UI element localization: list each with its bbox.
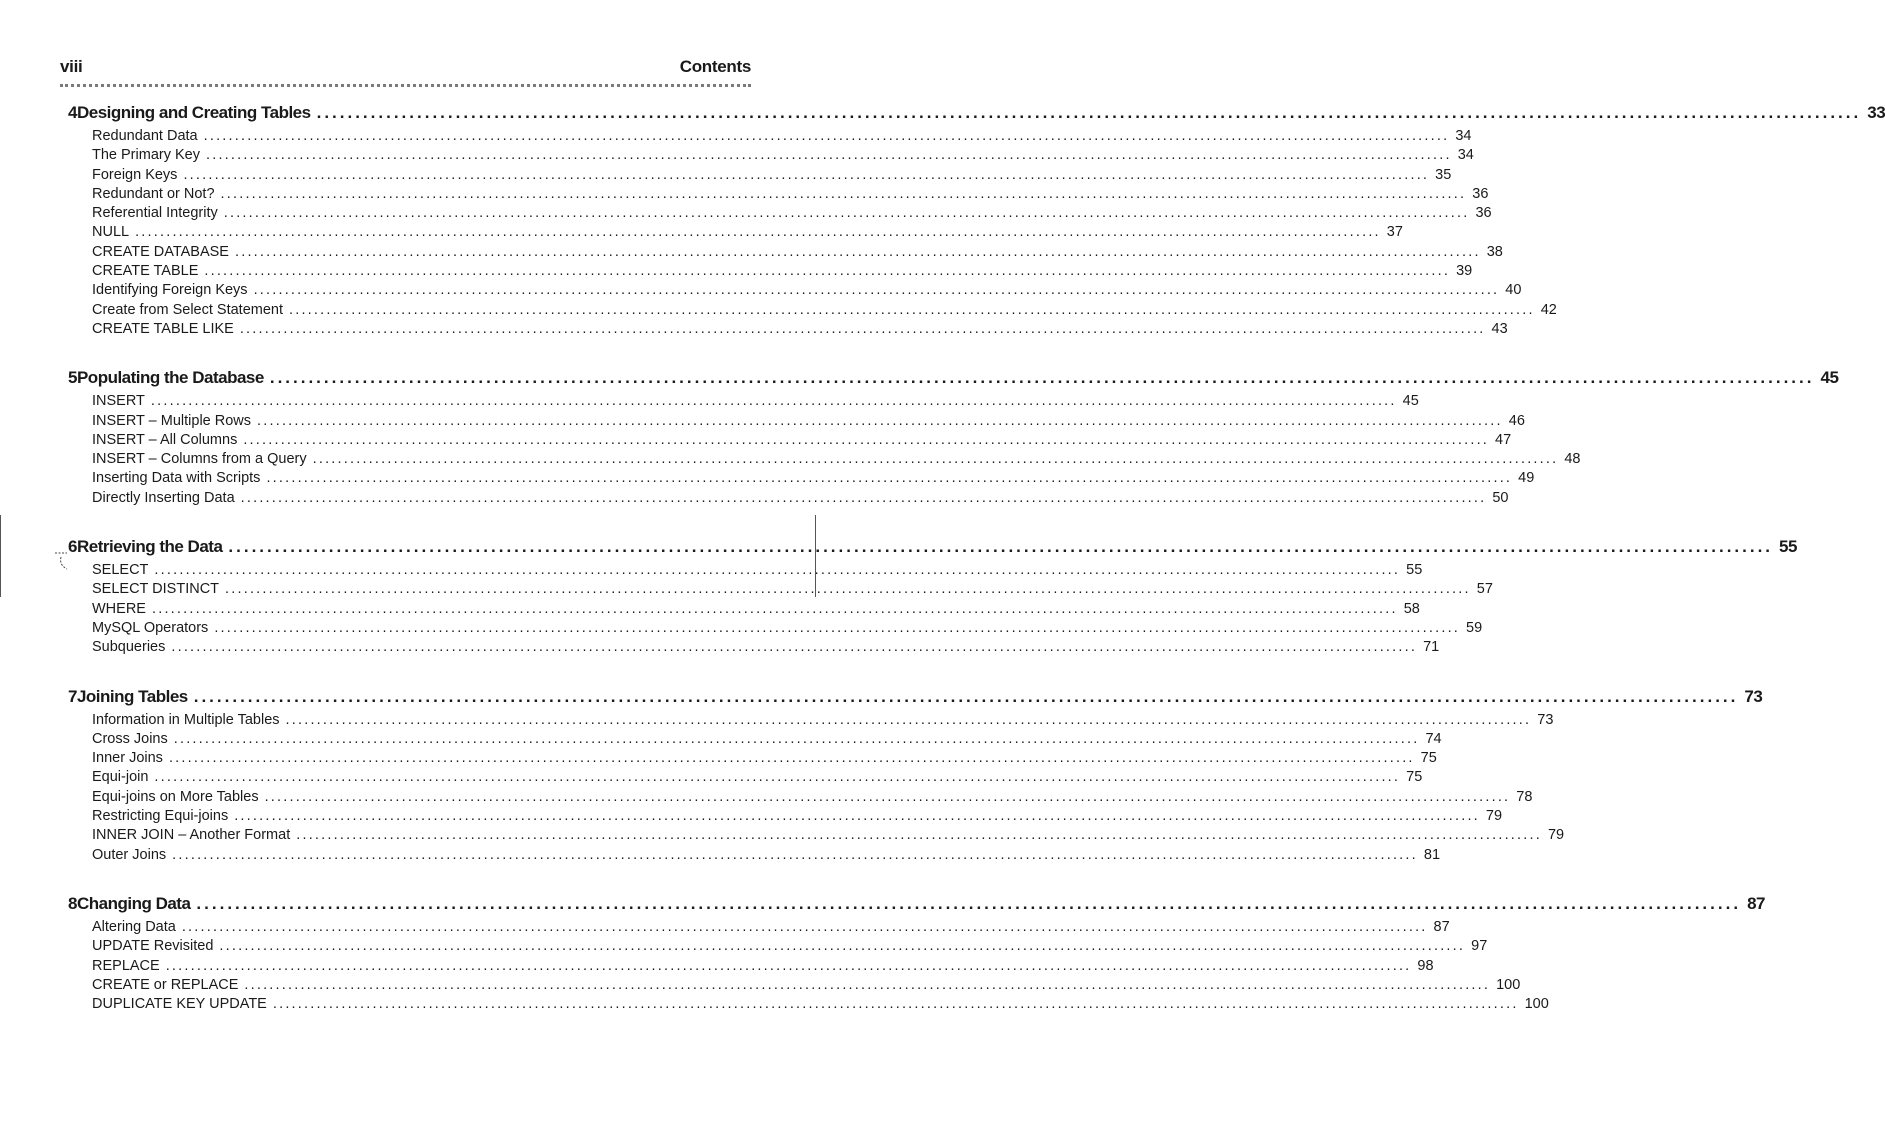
chapter-page: 33 xyxy=(1867,103,1885,122)
dot-leader: ........................................................................................................................................................................................................ xyxy=(240,489,1487,506)
dot-leader: ........................................................................................................................................................................................................ xyxy=(196,893,1742,913)
left-margin-mark xyxy=(0,515,1,597)
dot-leader: ........................................................................................................................................................................................................ xyxy=(289,301,1535,318)
section-entry[interactable] xyxy=(60,996,1549,1015)
section-entry[interactable] xyxy=(60,393,1419,412)
section-title: CREATE TABLE xyxy=(92,263,199,280)
section-page: 36 xyxy=(1472,185,1489,202)
dot-leader: ........................................................................................................................................................................................................ xyxy=(171,639,1418,656)
section-page: 50 xyxy=(1492,489,1509,506)
dot-leader: ........................................................................................................................................................................................................ xyxy=(204,263,1451,280)
section-page: 34 xyxy=(1457,147,1474,164)
dot-leader: ........................................................................................................................................................................................................ xyxy=(244,976,1491,993)
section-entry[interactable] xyxy=(60,412,1525,432)
section-title: SELECT xyxy=(92,562,149,579)
dot-leader: ........................................................................................................................................................................................................ xyxy=(243,431,1490,448)
section-page: 81 xyxy=(1423,846,1441,863)
section-entry[interactable] xyxy=(60,128,1472,147)
section-entry[interactable] xyxy=(60,957,1434,977)
header-rule xyxy=(60,84,751,87)
toc-chapter xyxy=(60,103,1885,340)
section-entry[interactable] xyxy=(60,147,1474,166)
section-page: 42 xyxy=(1540,301,1557,318)
section-page: 57 xyxy=(1476,581,1493,598)
section-title: Equi-joins on More Tables xyxy=(92,788,259,805)
toc-chapter xyxy=(60,686,1763,866)
section-title: NULL xyxy=(92,224,130,241)
section-page: 73 xyxy=(1537,711,1554,728)
chapter-entry[interactable] xyxy=(60,537,1797,559)
section-title: Referential Integrity xyxy=(92,205,218,222)
toc-chapter xyxy=(60,893,1765,1015)
section-page: 38 xyxy=(1486,243,1503,260)
chapter-title: Designing and Creating Tables xyxy=(76,103,311,122)
dot-leader: ........................................................................................................................................................................................................ xyxy=(266,470,1513,487)
dot-leader: ........................................................................................................................................................................................................ xyxy=(223,205,1470,222)
dot-leader: ........................................................................................................................................................................................................ xyxy=(239,320,1486,337)
section-entry[interactable] xyxy=(60,600,1420,620)
dot-leader: ........................................................................................................................................................................................................ xyxy=(172,846,1418,863)
chapter-number: 7 xyxy=(68,686,77,706)
section-entry[interactable] xyxy=(60,489,1509,509)
section-page: 87 xyxy=(1433,918,1450,935)
section-page: 71 xyxy=(1423,639,1440,656)
dot-leader: ........................................................................................................................................................................................................ xyxy=(234,808,1480,825)
section-entry[interactable] xyxy=(60,976,1521,996)
section-entry[interactable] xyxy=(60,224,1403,243)
section-title: INSERT – Multiple Rows xyxy=(92,412,252,429)
section-title: INNER JOIN – Another Format xyxy=(92,827,291,844)
section-title: WHERE xyxy=(92,600,146,617)
chapter-entry[interactable] xyxy=(60,686,1763,709)
dot-leader: ........................................................................................................................................................................................................ xyxy=(150,393,1397,410)
section-title: Equi-join xyxy=(92,769,149,786)
section-page: 79 xyxy=(1485,808,1503,825)
section-page: 100 xyxy=(1496,976,1521,993)
section-entry[interactable] xyxy=(60,750,1437,769)
section-page: 100 xyxy=(1524,996,1549,1013)
chapter-title: Populating the Database xyxy=(76,368,264,388)
section-title: DUPLICATE KEY UPDATE xyxy=(92,996,267,1013)
chapter-page: 73 xyxy=(1744,686,1763,706)
dot-leader: ........................................................................................................................................................................................................ xyxy=(193,686,1739,706)
section-entry[interactable] xyxy=(60,619,1483,639)
chapter-number: 4 xyxy=(68,103,77,122)
chapter-page: 45 xyxy=(1820,368,1839,388)
chapter-number: 8 xyxy=(68,893,77,913)
section-title: UPDATE Revisited xyxy=(92,938,214,955)
dot-leader: ........................................................................................................................................................................................................ xyxy=(269,368,1815,388)
chapter-number: 6 xyxy=(68,537,77,557)
section-entry[interactable] xyxy=(60,166,1452,186)
section-entry[interactable] xyxy=(60,301,1557,321)
dot-leader: ........................................................................................................................................................................................................ xyxy=(219,938,1466,955)
section-page: 74 xyxy=(1425,730,1442,747)
section-entry[interactable] xyxy=(60,431,1512,451)
section-entry[interactable] xyxy=(60,263,1473,282)
section-title: CREATE DATABASE xyxy=(92,243,229,260)
section-title: MySQL Operators xyxy=(92,619,209,636)
dot-leader: ........................................................................................................................................................................................................ xyxy=(181,918,1428,935)
table-of-contents xyxy=(60,103,1885,1043)
dot-leader: ........................................................................................................................................................................................................ xyxy=(257,412,1503,429)
dot-leader: ........................................................................................................................................................................................................ xyxy=(225,581,1471,598)
section-entry[interactable] xyxy=(60,938,1488,957)
section-page: 55 xyxy=(1406,562,1423,579)
section-page: 48 xyxy=(1564,451,1581,468)
section-title: Outer Joins xyxy=(92,846,167,863)
section-page: 36 xyxy=(1475,205,1492,222)
section-entry[interactable] xyxy=(60,470,1535,489)
section-title: Subqueries xyxy=(92,639,166,656)
section-title: CREATE or REPLACE xyxy=(92,976,239,993)
section-title: Identifying Foreign Keys xyxy=(92,282,248,299)
section-title: Altering Data xyxy=(92,918,176,935)
dot-leader: ........................................................................................................................................................................................................ xyxy=(154,562,1401,579)
section-title: INSERT – Columns from a Query xyxy=(92,451,307,468)
section-entry[interactable] xyxy=(60,918,1450,938)
section-page: 43 xyxy=(1491,320,1508,337)
chapter-entry[interactable] xyxy=(60,103,1885,125)
chapter-page: 55 xyxy=(1779,537,1797,557)
section-title: Directly Inserting Data xyxy=(92,489,235,506)
dot-leader: ........................................................................................................................................................................................................ xyxy=(151,600,1398,617)
section-page: 58 xyxy=(1403,600,1420,617)
section-page: 98 xyxy=(1417,957,1434,974)
section-page: 34 xyxy=(1455,128,1472,144)
section-title: Cross Joins xyxy=(92,730,168,747)
section-entry[interactable] xyxy=(60,451,1581,470)
section-title: CREATE TABLE LIKE xyxy=(92,320,234,337)
dot-leader: ........................................................................................................................................................................................................ xyxy=(285,711,1532,728)
dot-leader: ........................................................................................................................................................................................................ xyxy=(135,224,1381,241)
dot-leader: ........................................................................................................................................................................................................ xyxy=(173,730,1420,747)
section-page: 40 xyxy=(1505,282,1522,299)
dot-leader: ........................................................................................................................................................................................................ xyxy=(272,996,1519,1013)
dot-leader: ........................................................................................................................................................................................................ xyxy=(154,769,1401,786)
section-page: 46 xyxy=(1508,412,1525,429)
section-title: SELECT DISTINCT xyxy=(92,581,220,598)
chapter-title: Changing Data xyxy=(76,893,191,913)
section-page: 35 xyxy=(1435,166,1452,183)
section-entry[interactable] xyxy=(60,730,1442,750)
dot-leader: ........................................................................................................................................................................................................ xyxy=(165,957,1412,974)
section-title: Inserting Data with Scripts xyxy=(92,470,261,487)
section-title: The Primary Key xyxy=(92,147,200,164)
section-entry[interactable] xyxy=(60,711,1554,731)
section-entry[interactable] xyxy=(60,282,1522,301)
dot-leader: ........................................................................................................................................................................................................ xyxy=(234,243,1481,260)
section-title: Create from Select Statement xyxy=(92,301,283,318)
chapter-title: Retrieving the Data xyxy=(76,537,223,557)
dot-leader: ........................................................................................................................................................................................................ xyxy=(214,619,1461,636)
section-entry[interactable] xyxy=(60,205,1492,224)
section-page: 75 xyxy=(1420,750,1437,767)
dot-leader: ........................................................................................................................................................................................................ xyxy=(205,147,1452,164)
dot-leader: ........................................................................................................................................................................................................ xyxy=(312,451,1559,468)
section-entry[interactable] xyxy=(60,788,1533,808)
section-page: 39 xyxy=(1456,263,1473,280)
section-title: REPLACE xyxy=(92,957,160,974)
section-entry[interactable] xyxy=(60,827,1565,846)
section-title: Redundant Data xyxy=(92,128,198,144)
page-header xyxy=(60,57,751,81)
running-head-title: Contents xyxy=(679,57,751,76)
section-title: Foreign Keys xyxy=(92,166,178,183)
section-entry[interactable] xyxy=(60,769,1423,788)
section-page: 97 xyxy=(1471,938,1488,955)
section-title: Information in Multiple Tables xyxy=(92,711,280,728)
section-entry[interactable] xyxy=(60,243,1503,263)
section-title: Inner Joins xyxy=(92,750,163,767)
dot-leader: ........................................................................................................................................................................................................ xyxy=(183,166,1430,183)
dot-leader: ........................................................................................................................................................................................................ xyxy=(296,827,1542,844)
section-entry[interactable] xyxy=(60,320,1508,340)
toc-chapter xyxy=(60,368,1839,509)
dot-leader: ........................................................................................................................................................................................................ xyxy=(168,750,1415,767)
page-number-label: viii xyxy=(60,57,83,76)
section-title: INSERT xyxy=(92,393,145,410)
chapter-number: 5 xyxy=(68,368,77,388)
chapter-title: Joining Tables xyxy=(76,686,188,706)
section-page: 59 xyxy=(1466,619,1483,636)
section-title: Restricting Equi-joins xyxy=(92,808,229,825)
section-title: INSERT – All Columns xyxy=(92,431,238,448)
dot-leader: ........................................................................................................................................................................................................ xyxy=(253,282,1500,299)
toc-chapter xyxy=(60,537,1797,658)
section-page: 45 xyxy=(1402,393,1419,410)
dot-leader: ........................................................................................................................................................................................................ xyxy=(264,788,1511,805)
section-page: 37 xyxy=(1386,224,1403,241)
section-entry[interactable] xyxy=(60,846,1441,866)
section-entry[interactable] xyxy=(60,185,1489,205)
section-entry[interactable] xyxy=(60,808,1503,827)
chapter-entry[interactable] xyxy=(60,368,1839,390)
section-page: 47 xyxy=(1495,431,1512,448)
chapter-entry[interactable] xyxy=(60,893,1765,916)
section-page: 78 xyxy=(1516,788,1533,805)
dot-leader: ........................................................................................................................................................................................................ xyxy=(203,128,1450,144)
section-entry[interactable] xyxy=(60,639,1440,658)
section-page: 79 xyxy=(1547,827,1565,844)
section-entry[interactable] xyxy=(60,581,1493,600)
section-page: 49 xyxy=(1518,470,1535,487)
chapter-page: 87 xyxy=(1747,893,1765,913)
dot-leader: ........................................................................................................................................................................................................ xyxy=(220,185,1467,202)
section-page: 75 xyxy=(1406,769,1423,786)
section-entry[interactable] xyxy=(60,562,1423,581)
dot-leader: ........................................................................................................................................................................................................ xyxy=(228,537,1774,557)
dot-leader: ........................................................................................................................................................................................................ xyxy=(316,103,1862,122)
section-title: Redundant or Not? xyxy=(92,185,215,202)
